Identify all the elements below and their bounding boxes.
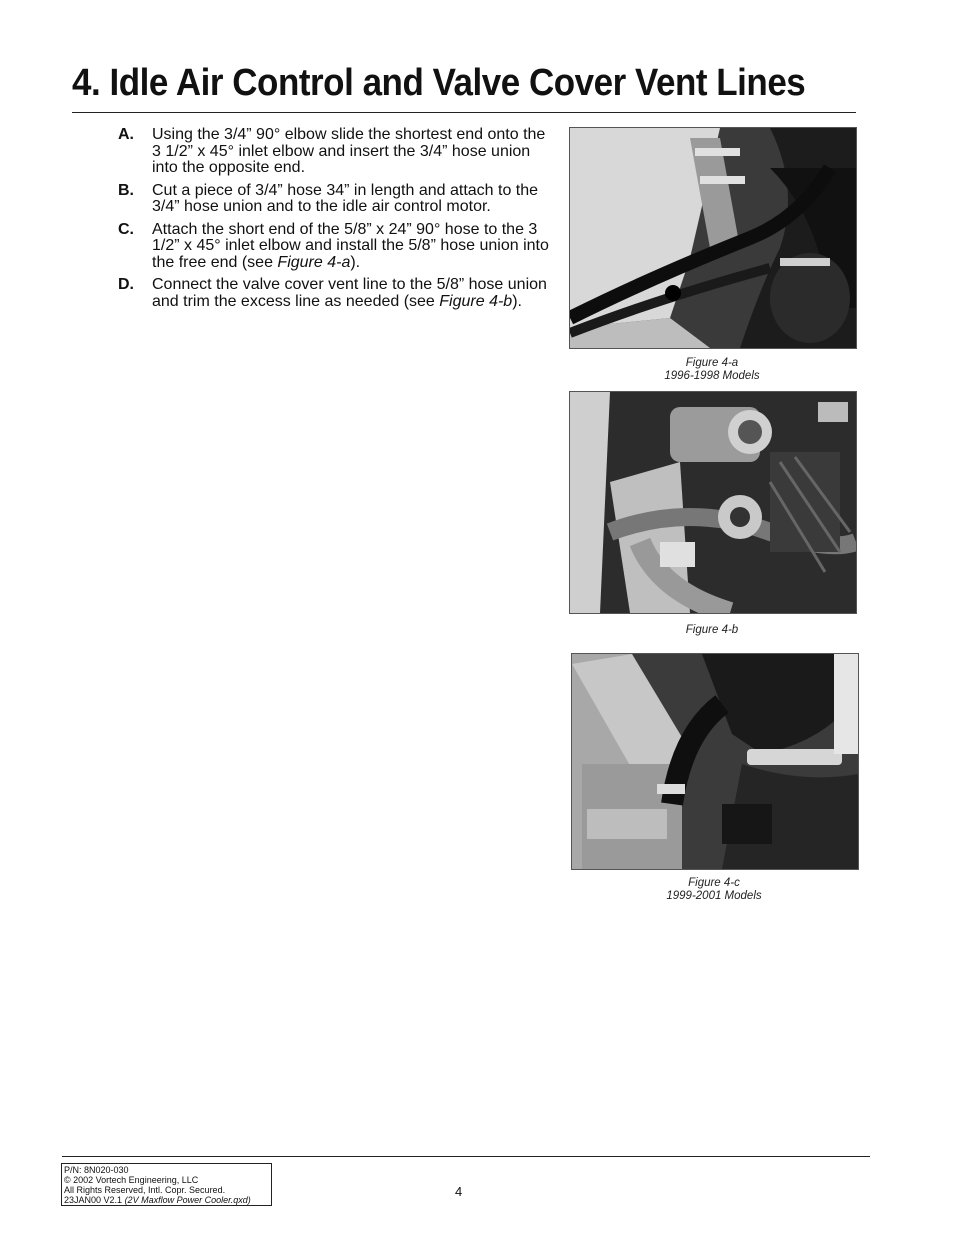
figure-4b-caption (569, 624, 855, 637)
step-d (118, 277, 558, 310)
copyright: © 2002 Vortech Engineering, LLC (64, 1175, 199, 1185)
page-title: 4. Idle Air Control and Valve Cover Vent Lines (72, 62, 806, 104)
version: 23JAN00 V2.1 (64, 1195, 123, 1205)
file-name: (2V Maxflow Power Cooler.qxd) (124, 1195, 251, 1205)
version-line (64, 1195, 269, 1205)
step-letter: C. (118, 220, 134, 238)
part-number: P/N: 8N020-030 (64, 1165, 129, 1175)
step-text-part: ). (512, 292, 522, 310)
figure-models: 1996-1998 Models (664, 369, 760, 382)
step-c (118, 222, 558, 272)
instruction-steps (118, 127, 558, 316)
step-text (152, 277, 558, 310)
figure-4a-caption (569, 357, 855, 382)
step-text-part: Connect the valve cover vent line to the 5/8” hose union and trim the excess line as needed (see (152, 276, 547, 310)
footer-info-box (61, 1163, 272, 1206)
figure-reference: Figure 4-a (277, 253, 351, 271)
step-a (118, 127, 558, 177)
figure-4c-photo (571, 653, 859, 870)
figure-label: Figure 4-a (685, 357, 739, 369)
figure-label: Figure 4-b (685, 624, 739, 636)
step-letter: B. (118, 181, 134, 199)
figure-4c-caption (571, 877, 857, 902)
rights-notice: All Rights Reserved, Intl. Copr. Secured. (64, 1185, 226, 1195)
figure-label: Figure 4-c (688, 877, 740, 889)
figure-4a-photo (569, 127, 857, 349)
figure-reference: Figure 4-b (439, 292, 513, 310)
step-text (152, 222, 558, 272)
figure-4b-photo (569, 391, 857, 614)
step-text: Cut a piece of 3/4” hose 34” in length and attach to the 3/4” hose union and to the idle air control motor. (152, 181, 539, 215)
step-text-part: Attach the short end of the 5/8” x 24” 90° hose to the 3 1/2” x 45° inlet elbow and install the 5/8” hose union into the free end (see (152, 220, 549, 271)
figure-models: 1999-2001 Models (666, 889, 762, 902)
step-text-part: ). (350, 253, 361, 271)
step-letter: D. (118, 276, 134, 293)
step-letter: A. (118, 126, 134, 143)
footer-divider (62, 1156, 870, 1157)
title-divider (72, 112, 856, 113)
page-number: 4 (455, 1184, 463, 1199)
step-text: Using the 3/4” 90° elbow slide the shortest end onto the 3 1/2” x 45° inlet elbow and insert the 3/4” hose union into the opposite end. (152, 126, 546, 176)
step-b (118, 183, 558, 216)
